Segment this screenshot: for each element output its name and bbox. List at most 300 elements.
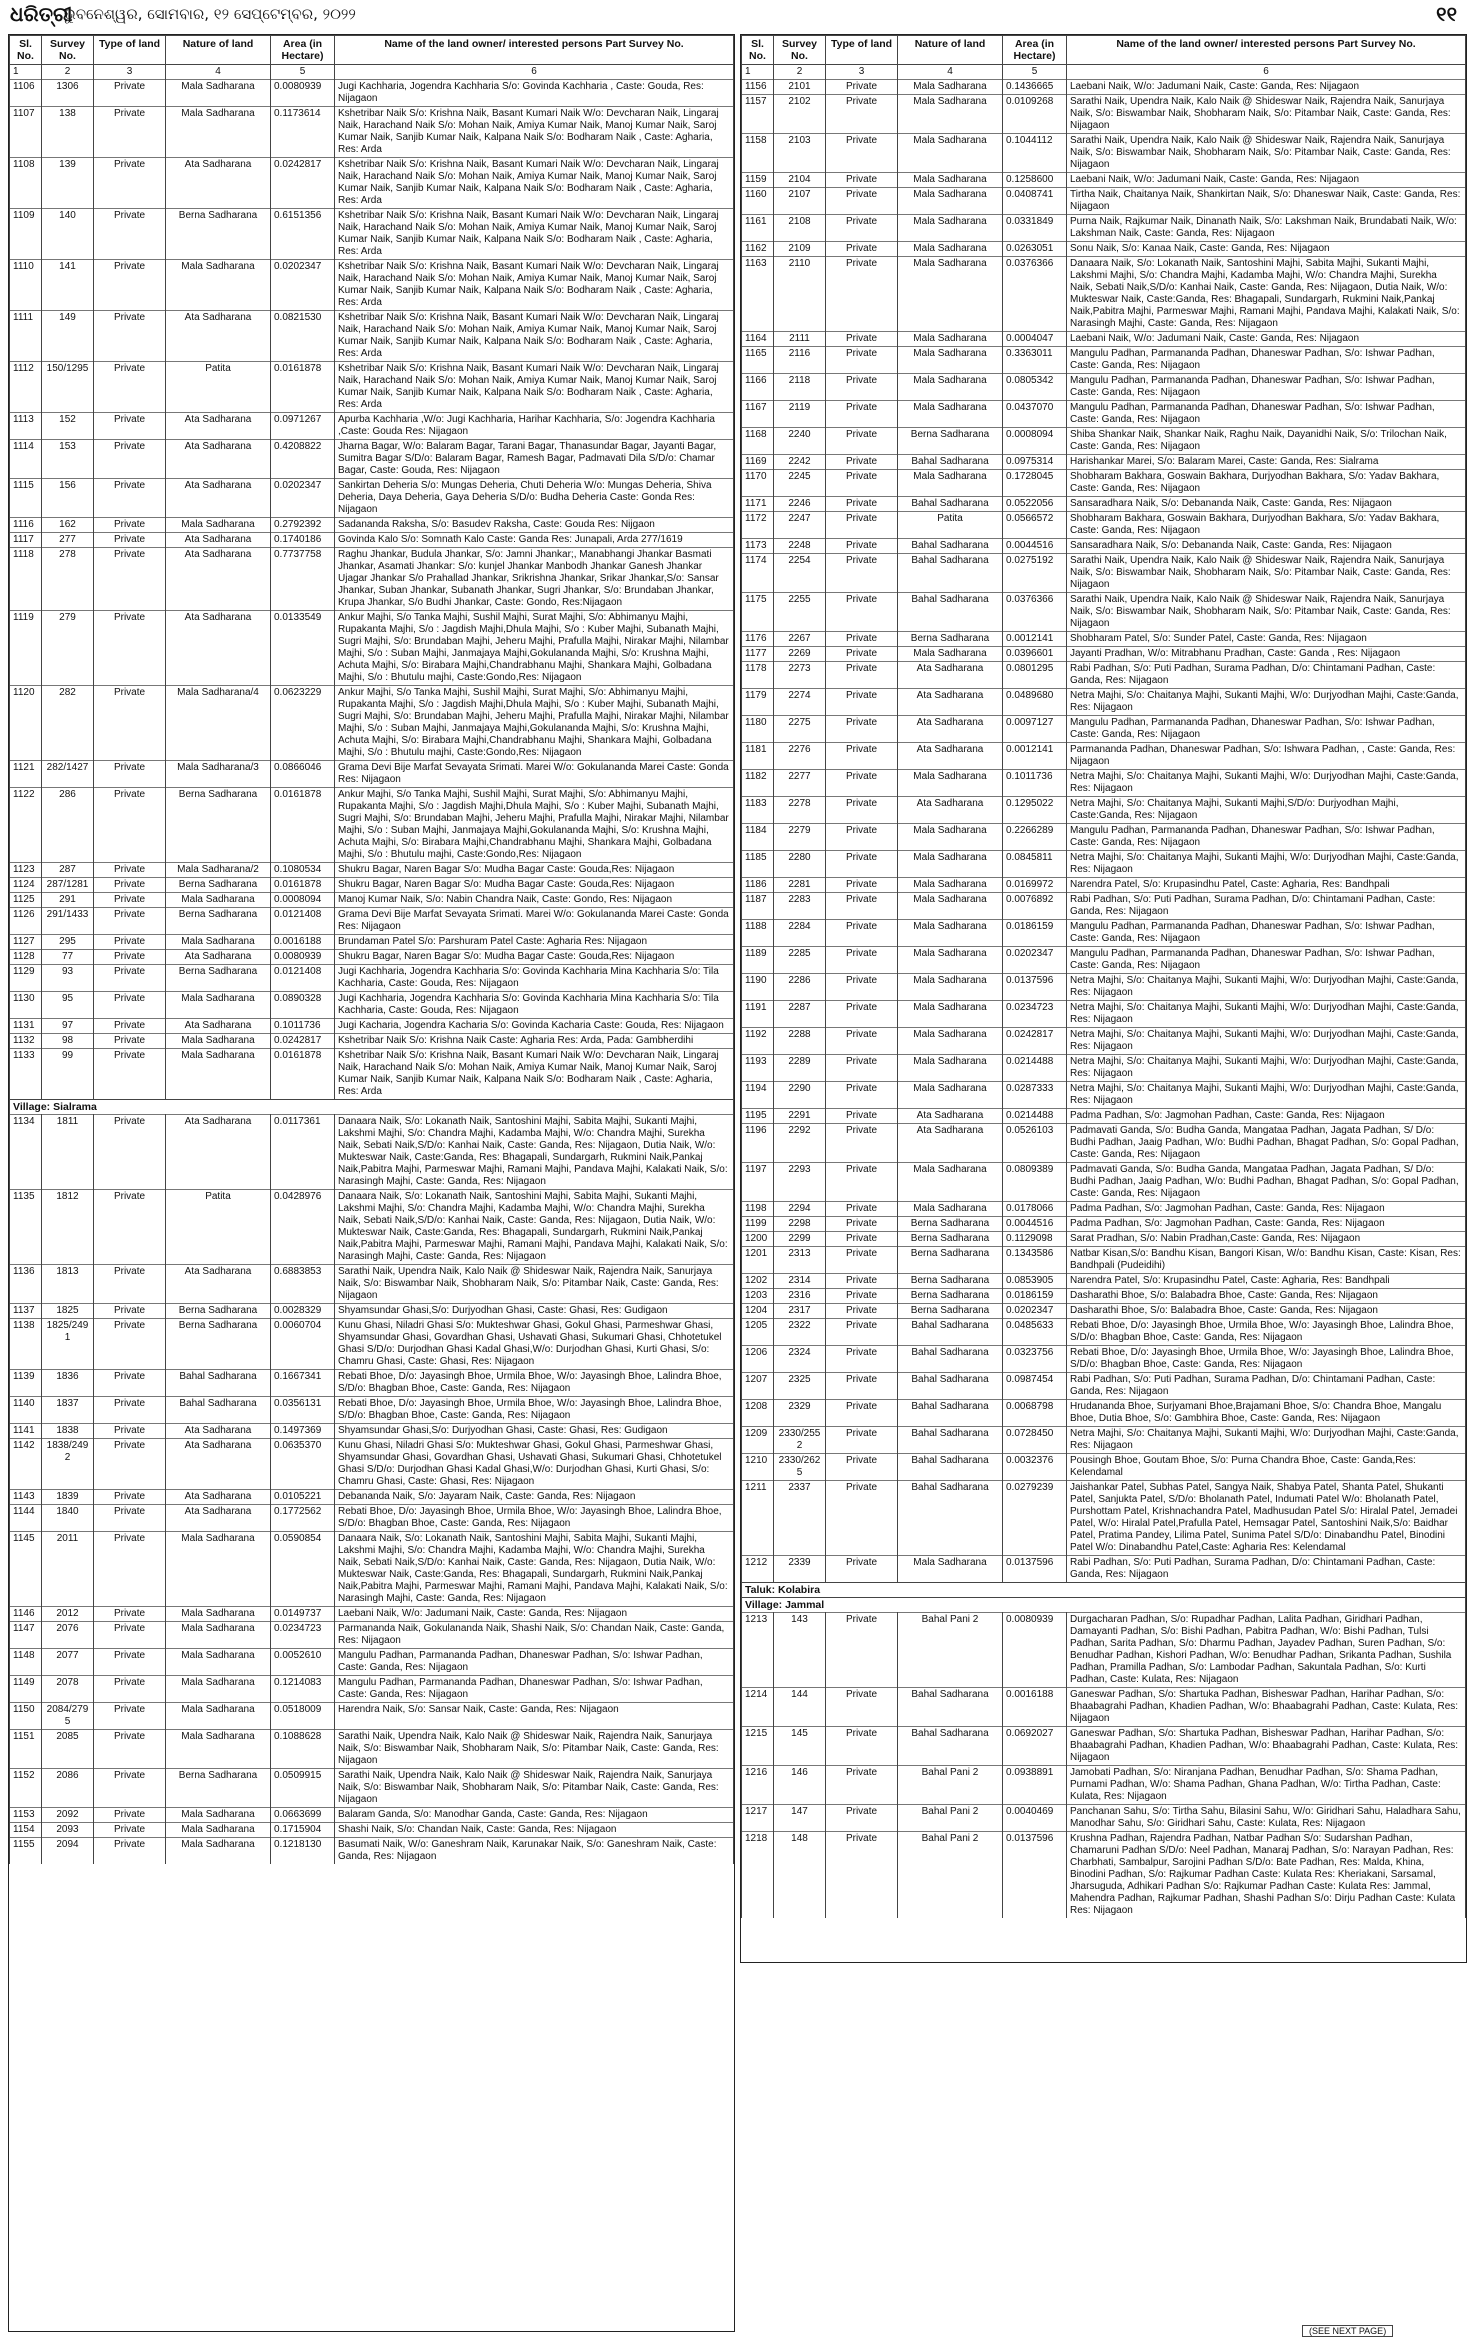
land-type-cell: Private — [94, 1019, 166, 1034]
col-header-sl: Sl. No. — [742, 36, 774, 65]
owner-names-cell: Raghu Jhankar, Budula Jhankar, S/o: Jamni Jhankar;, Manabhangi Jhankar Basmati Jhankar, Asamati Jhankar: S/o: kunjel Jhankar Manbodh Jhankar Ganesh Jhankar Ujagar Jhankar S/o Prahallad Jhankar, Srikrishna Jhankar, Srikar Jhankar,S/o: Sansar Jhankar, Suban Jhankar, Subanath Jhankar, Sugri Jhankar, S/o: Brundaban Jhankar, Krupa Jhankar, S/o Budhi Jhankar, Caste: Gondo, Res:Nijagaon — [335, 548, 734, 611]
survey-no-cell: 2092 — [42, 1808, 94, 1823]
table-row — [742, 920, 1466, 947]
area-cell: 0.0052610 — [271, 1649, 335, 1676]
col-header-survey: Survey No. — [774, 36, 826, 65]
sl-no-cell: 1157 — [742, 95, 774, 134]
sl-no-cell: 1181 — [742, 743, 774, 770]
table-row — [10, 80, 734, 107]
land-type-cell: Private — [94, 1424, 166, 1439]
owner-names-cell: Netra Majhi, S/o: Chaitanya Majhi, Sukanti Majhi,S/D/o: Durjyodhan Majhi, Caste:Ganda, Res: Nijagaon — [1067, 797, 1466, 824]
col-header-area: Area (in Hectare) — [1003, 36, 1067, 65]
sl-no-cell: 1215 — [742, 1727, 774, 1766]
left-column-table — [8, 34, 735, 2332]
table-row — [10, 158, 734, 209]
survey-no-cell: 2012 — [42, 1607, 94, 1622]
survey-no-cell: 2290 — [774, 1082, 826, 1109]
area-cell: 0.0004047 — [1003, 332, 1067, 347]
area-cell: 0.0275192 — [1003, 554, 1067, 593]
land-type-cell: Private — [826, 347, 898, 374]
land-nature-cell: Bahal Sadharana — [898, 1319, 1003, 1346]
table-row — [742, 1481, 1466, 1556]
area-cell: 0.0008094 — [1003, 428, 1067, 455]
survey-no-cell: 2254 — [774, 554, 826, 593]
area-cell: 0.0060704 — [271, 1319, 335, 1370]
survey-no-cell: 1836 — [42, 1370, 94, 1397]
survey-no-cell: 1838 — [42, 1424, 94, 1439]
table-row — [742, 1232, 1466, 1247]
land-nature-cell: Mala Sadharana — [166, 1607, 271, 1622]
owner-names-cell: Narendra Patel, S/o: Krupasindhu Patel, Caste: Agharia, Res: Bandhpali — [1067, 878, 1466, 893]
sl-no-cell: 1197 — [742, 1163, 774, 1202]
table-row — [10, 1703, 734, 1730]
table-row — [10, 992, 734, 1019]
owner-names-cell: Jugi Kachharia, Jogendra Kachharia S/o: Govinda Kachharia Mina Kachharia S/o: Tila Kachharia, Caste: Gouda, Res: Nijagaon — [335, 965, 734, 992]
land-nature-cell: Mala Sadharana — [898, 95, 1003, 134]
owner-names-cell: Shukru Bagar, Naren Bagar S/o: Mudha Bagar Caste: Gouda,Res: Nijagaon — [335, 950, 734, 965]
sl-no-cell: 1213 — [742, 1613, 774, 1688]
area-cell: 0.0080939 — [271, 80, 335, 107]
owner-names-cell: Shiba Shankar Naik, Shankar Naik, Raghu Naik, Dayanidhi Naik, S/o: Trilochan Naik, Caste: Ganda, Res: Nijagaon — [1067, 428, 1466, 455]
land-type-cell: Private — [826, 539, 898, 554]
land-type-cell: Private — [826, 824, 898, 851]
table-row — [742, 1346, 1466, 1373]
land-type-cell: Private — [826, 188, 898, 215]
owner-names-cell: Shyamsundar Ghasi,S/o: Durjyodhan Ghasi, Caste: Ghasi, Res: Gudigaon — [335, 1304, 734, 1319]
land-nature-cell: Mala Sadharana — [898, 215, 1003, 242]
area-cell: 0.0186159 — [1003, 920, 1067, 947]
table-row — [742, 689, 1466, 716]
owner-names-cell: Shobharam Patel, S/o: Sunder Patel, Caste: Ganda, Res: Nijagaon — [1067, 632, 1466, 647]
sl-no-cell: 1121 — [10, 761, 42, 788]
sl-no-cell: 1217 — [742, 1805, 774, 1832]
land-nature-cell: Berna Sadharana — [166, 908, 271, 935]
owner-names-cell: Jugi Kachharia, Jogendra Kachharia S/o: Govinda Kachharia Mina Kachharia S/o: Tila Kachharia, Caste: Gouda, Res: Nijagaon — [335, 992, 734, 1019]
sl-no-cell: 1128 — [10, 950, 42, 965]
land-nature-cell: Bahal Pani 2 — [898, 1766, 1003, 1805]
area-cell: 0.0287333 — [1003, 1082, 1067, 1109]
survey-no-cell: 2245 — [774, 470, 826, 497]
land-nature-cell: Bahal Sadharana — [898, 455, 1003, 470]
owner-names-cell: Mangulu Padhan, Parmananda Padhan, Dhaneswar Padhan, S/o: Ishwar Padhan, Caste: Ganda, Res: Nijagaon — [1067, 947, 1466, 974]
owner-names-cell: Danaara Naik, S/o: Lokanath Naik, Santoshini Majhi, Sabita Majhi, Sukanti Majhi, Lakshmi Majhi, S/o: Chandra Majhi, Kadamba Majhi, W/o: Chandra Majhi, Surekha Naik, Sebati Naik,S/D/o: Kanhai Naik, Caste: Ganda, Res: Nijagaon, Dutia Naik, W/o: Mukteswar Naik, Caste:Ganda, Res: Bhagapali, Sundargarh, Rukmini Naik,Pankaj Naik,Pabitra Majhi, Parmeswar Majhi, Ramani Majhi, Pandava Majhi, Kalakati Naik, S/o: Narasingh Majhi, Caste: Ganda, Res: Nijagaon — [1067, 257, 1466, 332]
sl-no-cell: 1174 — [742, 554, 774, 593]
land-nature-cell: Ata Sadharana — [166, 950, 271, 965]
owner-names-cell: Rebati Bhoe, D/o: Jayasingh Bhoe, Urmila Bhoe, W/o: Jayasingh Bhoe, Lalindra Bhoe, S/D/o: Bhagban Bhoe, Caste: Ganda, Res: Nijagaon — [335, 1505, 734, 1532]
area-cell: 0.1772562 — [271, 1505, 335, 1532]
owner-names-cell: Kshetribar Naik S/o: Krishna Naik, Basant Kumari Naik W/o: Devcharan Naik, Lingaraj Naik, Harachand Naik S/o: Mohan Naik, Amiya Kumar Naik, Manoj Kumar Naik, Saroj Kumar Naik, Sanjib Kumar Naik, Kalpana Naik S/o: Bodharam Naik , Caste: Agharia, Res: Arda — [335, 107, 734, 158]
sl-no-cell: 1177 — [742, 647, 774, 662]
land-type-cell: Private — [826, 242, 898, 257]
land-type-cell: Private — [826, 173, 898, 188]
sl-no-cell: 1106 — [10, 80, 42, 107]
survey-no-cell: 2108 — [774, 215, 826, 242]
survey-no-cell: 278 — [42, 548, 94, 611]
survey-no-cell: 1825 — [42, 1304, 94, 1319]
sl-no-cell: 1158 — [742, 134, 774, 173]
survey-no-cell: 99 — [42, 1049, 94, 1100]
land-nature-cell: Berna Sadharana — [898, 1274, 1003, 1289]
area-cell: 0.0008094 — [271, 893, 335, 908]
sl-no-cell: 1170 — [742, 470, 774, 497]
survey-no-cell: 2287 — [774, 1001, 826, 1028]
sl-no-cell: 1140 — [10, 1397, 42, 1424]
sl-no-cell: 1159 — [742, 173, 774, 188]
owner-names-cell: Ganeswar Padhan, S/o: Shartuka Padhan, Bisheswar Padhan, Harihar Padhan, S/o: Bhaabagrahi Padhan, Khadien Padhan, W/o: Bhaabagrahi Padhan, Caste: Kulata, Res: Nijagaon — [1067, 1688, 1466, 1727]
table-row — [10, 908, 734, 935]
sl-no-cell: 1120 — [10, 686, 42, 761]
survey-no-cell: 138 — [42, 107, 94, 158]
area-cell: 0.0012141 — [1003, 743, 1067, 770]
land-type-cell: Private — [826, 374, 898, 401]
sl-no-cell: 1186 — [742, 878, 774, 893]
land-type-cell: Private — [94, 362, 166, 413]
survey-no-cell: 2248 — [774, 539, 826, 554]
col-number: 2 — [774, 65, 826, 80]
sl-no-cell: 1199 — [742, 1217, 774, 1232]
survey-no-cell: 146 — [774, 1766, 826, 1805]
land-type-cell: Private — [94, 878, 166, 893]
sl-no-cell: 1205 — [742, 1319, 774, 1346]
table-row — [742, 1613, 1466, 1688]
area-cell: 0.0161878 — [271, 1049, 335, 1100]
col-header-sl: Sl. No. — [10, 36, 42, 65]
sl-no-cell: 1111 — [10, 311, 42, 362]
owner-names-cell: Sadananda Raksha, S/o: Basudev Raksha, Caste: Gouda Res: Nijgaon — [335, 518, 734, 533]
land-nature-cell: Mala Sadharana — [898, 647, 1003, 662]
land-nature-cell: Berna Sadharana — [166, 209, 271, 260]
table-row — [10, 893, 734, 908]
owner-names-cell: Netra Majhi, S/o: Chaitanya Majhi, Sukanti Majhi, W/o: Durjyodhan Majhi, Caste:Ganda, Res: Nijagaon — [1067, 1055, 1466, 1082]
land-type-cell: Private — [94, 1622, 166, 1649]
village-heading: Village: Sialrama — [10, 1100, 734, 1115]
sl-no-cell: 1165 — [742, 347, 774, 374]
owner-names-cell: Kshetribar Naik S/o: Krishna Naik, Basant Kumari Naik W/o: Devcharan Naik, Lingaraj Naik, Harachand Naik S/o: Mohan Naik, Amiya Kumar Naik, Manoj Kumar Naik, Saroj Kumar Naik, Sanjib Kumar Naik, Kalpana Naik S/o: Bodharam Naik , Caste: Agharia, Res: Arda — [335, 260, 734, 311]
area-cell: 0.0623229 — [271, 686, 335, 761]
sl-no-cell: 1127 — [10, 935, 42, 950]
area-cell: 0.0971267 — [271, 413, 335, 440]
area-cell: 0.0805342 — [1003, 374, 1067, 401]
sl-no-cell: 1139 — [10, 1370, 42, 1397]
area-cell: 0.0214488 — [1003, 1055, 1067, 1082]
owner-names-cell: Hrudananda Bhoe, Surjyamani Bhoe,Brajamani Bhoe, S/o: Chandra Bhoe, Mangalu Bhoe, Dutia Bhoe, S/o: Gambhira Bhoe, Caste: Ganda, Res: Nijagaon — [1067, 1400, 1466, 1427]
area-cell: 0.1740186 — [271, 533, 335, 548]
land-type-cell: Private — [826, 716, 898, 743]
table-row — [10, 413, 734, 440]
survey-no-cell: 2078 — [42, 1676, 94, 1703]
sl-no-cell: 1210 — [742, 1454, 774, 1481]
sl-no-cell: 1173 — [742, 539, 774, 554]
area-cell: 0.0263051 — [1003, 242, 1067, 257]
survey-no-cell: 2086 — [42, 1769, 94, 1808]
owner-names-cell: Padma Padhan, S/o: Jagmohan Padhan, Caste: Ganda, Res: Nijagaon — [1067, 1202, 1466, 1217]
owner-names-cell: Mangulu Padhan, Parmananda Padhan, Dhaneswar Padhan, S/o: Ishwar Padhan, Caste: Ganda, Res: Nijagaon — [335, 1649, 734, 1676]
sl-no-cell: 1153 — [10, 1808, 42, 1823]
survey-no-cell: 2275 — [774, 716, 826, 743]
owner-names-cell: Kshetribar Naik S/o: Krishna Naik Caste: Agharia Res: Arda, Pada: Gambherdihi — [335, 1034, 734, 1049]
area-cell: 0.0234723 — [271, 1622, 335, 1649]
land-nature-cell: Ata Sadharana — [166, 1019, 271, 1034]
survey-no-cell: 2274 — [774, 689, 826, 716]
owner-names-cell: Rabi Padhan, S/o: Puti Padhan, Surama Padhan, D/o: Chintamani Padhan, Caste: Ganda, Res: Nijagaon — [1067, 1373, 1466, 1400]
land-type-cell: Private — [826, 512, 898, 539]
table-row — [10, 209, 734, 260]
survey-no-cell: 295 — [42, 935, 94, 950]
owner-names-cell: Sarathi Naik, Upendra Naik, Kalo Naik @ Shideswar Naik, Rajendra Naik, Sanurjaya Naik, S/o: Biswambar Naik, Shobharam Naik, S/o: Pitambar Naik, Caste: Ganda, Res: Nijagaon — [335, 1730, 734, 1769]
land-nature-cell: Bahal Sadharana — [898, 1688, 1003, 1727]
land-nature-cell: Mala Sadharana — [898, 851, 1003, 878]
area-cell: 0.1667341 — [271, 1370, 335, 1397]
area-cell: 0.0040469 — [1003, 1805, 1067, 1832]
village-heading-row — [742, 1583, 1466, 1598]
owner-names-cell: Rebati Bhoe, D/o: Jayasingh Bhoe, Urmila Bhoe, W/o: Jayasingh Bhoe, Lalindra Bhoe, S/D/o: Bhagban Bhoe, Caste: Ganda, Res: Nijagaon — [1067, 1319, 1466, 1346]
owner-names-cell: Mangulu Padhan, Parmananda Padhan, Dhaneswar Padhan, S/o: Ishwar Padhan, Caste: Ganda, Res: Nijagaon — [1067, 347, 1466, 374]
table-row — [10, 788, 734, 863]
land-type-cell: Private — [826, 1289, 898, 1304]
land-nature-cell: Mala Sadharana — [898, 173, 1003, 188]
land-type-cell: Private — [826, 1055, 898, 1082]
land-type-cell: Private — [826, 893, 898, 920]
land-type-cell: Private — [826, 1556, 898, 1583]
table-row — [742, 824, 1466, 851]
area-cell: 0.1011736 — [1003, 770, 1067, 797]
area-cell: 0.0117361 — [271, 1115, 335, 1190]
land-type-cell: Private — [94, 80, 166, 107]
land-nature-cell: Bahal Sadharana — [898, 593, 1003, 632]
area-cell: 0.2792392 — [271, 518, 335, 533]
table-row — [742, 347, 1466, 374]
owner-names-cell: Sarathi Naik, Upendra Naik, Kalo Naik @ Shideswar Naik, Rajendra Naik, Sanurjaya Naik, S/o: Biswambar Naik, Shobharam Naik, S/o: Pitambar Naik, Caste: Ganda, Res: Nijagaon — [1067, 95, 1466, 134]
sl-no-cell: 1146 — [10, 1607, 42, 1622]
owner-names-cell: Shukru Bagar, Naren Bagar S/o: Mudha Bagar Caste: Gouda,Res: Nijagaon — [335, 863, 734, 878]
survey-no-cell: 2317 — [774, 1304, 826, 1319]
land-nature-cell: Mala Sadharana — [898, 1082, 1003, 1109]
land-type-cell: Private — [94, 479, 166, 518]
table-row — [10, 686, 734, 761]
sl-no-cell: 1163 — [742, 257, 774, 332]
table-row — [10, 440, 734, 479]
survey-no-cell: 141 — [42, 260, 94, 311]
sl-no-cell: 1124 — [10, 878, 42, 893]
land-type-cell: Private — [826, 95, 898, 134]
survey-no-cell: 2329 — [774, 1400, 826, 1427]
col-header-type: Type of land — [94, 36, 166, 65]
table-row — [10, 1049, 734, 1100]
land-nature-cell: Ata Sadharana — [166, 158, 271, 209]
table-row — [10, 1019, 734, 1034]
land-type-cell: Private — [826, 1304, 898, 1319]
land-nature-cell: Mala Sadharana — [166, 107, 271, 158]
survey-no-cell: 1825/2491 — [42, 1319, 94, 1370]
area-cell: 0.1173614 — [271, 107, 335, 158]
sl-no-cell: 1113 — [10, 413, 42, 440]
sl-no-cell: 1188 — [742, 920, 774, 947]
sl-no-cell: 1132 — [10, 1034, 42, 1049]
table-row — [10, 761, 734, 788]
sl-no-cell: 1138 — [10, 1319, 42, 1370]
land-nature-cell: Mala Sadharana — [166, 1049, 271, 1100]
land-nature-cell: Mala Sadharana — [898, 332, 1003, 347]
table-row — [10, 311, 734, 362]
owner-names-cell: Pousingh Bhoe, Goutam Bhoe, S/o: Purna Chandra Bhoe, Caste: Ganda,Res: Kelendamal — [1067, 1454, 1466, 1481]
land-nature-cell: Mala Sadharana — [898, 347, 1003, 374]
owner-names-cell: Ankur Majhi, S/o Tanka Majhi, Sushil Majhi, Surat Majhi, S/o: Abhimanyu Majhi, Rupakanta Majhi, S/o : Jagdish Majhi,Dhula Majhi, S/o : Kuber Majhi, Subanath Majhi, Sugri Majhi, S/o: Brundaban Majhi, Jeheru Majhi, Prafulla Majhi, Nirakar Majhi, Nilambar Majhi, S/o : Suban Majhi, Janmajaya Majhi,Gokulananda Majhi, S/o: Krushna Majhi, Achuta Majhi, S/o: Birabara Majhi,Chandrabhanu Majhi, Shankara Majhi, Golbadana Majhi, S/o : Bhutulu majhi, Caste:Gondo,Res: Nijagaon — [335, 686, 734, 761]
land-nature-cell: Ata Sadharana — [166, 1424, 271, 1439]
table-row — [10, 878, 734, 893]
land-type-cell: Private — [94, 1505, 166, 1532]
survey-no-cell: 2284 — [774, 920, 826, 947]
table-row — [10, 1190, 734, 1265]
area-cell: 0.0161878 — [271, 362, 335, 413]
land-nature-cell: Berna Sadharana — [166, 965, 271, 992]
col-number: 5 — [1003, 65, 1067, 80]
survey-no-cell: 1812 — [42, 1190, 94, 1265]
area-cell: 0.0242817 — [271, 1034, 335, 1049]
land-type-cell: Private — [826, 689, 898, 716]
sl-no-cell: 1212 — [742, 1556, 774, 1583]
land-type-cell: Private — [826, 1274, 898, 1289]
sl-no-cell: 1207 — [742, 1373, 774, 1400]
survey-no-cell: 2277 — [774, 770, 826, 797]
owner-names-cell: Padma Padhan, S/o: Jagmohan Padhan, Caste: Ganda, Res: Nijagaon — [1067, 1217, 1466, 1232]
area-cell: 0.0080939 — [1003, 1613, 1067, 1688]
survey-no-cell: 2011 — [42, 1532, 94, 1607]
column-number-row — [10, 65, 734, 80]
land-type-cell: Private — [94, 863, 166, 878]
survey-no-cell: 2280 — [774, 851, 826, 878]
owner-names-cell: Rebati Bhoe, D/o: Jayasingh Bhoe, Urmila Bhoe, W/o: Jayasingh Bhoe, Lalindra Bhoe, S/D/o: Bhagban Bhoe, Caste: Ganda, Res: Nijagaon — [335, 1370, 734, 1397]
sl-no-cell: 1206 — [742, 1346, 774, 1373]
survey-no-cell: 2076 — [42, 1622, 94, 1649]
sl-no-cell: 1122 — [10, 788, 42, 863]
area-cell: 0.1214083 — [271, 1676, 335, 1703]
owner-names-cell: Kunu Ghasi, Niladri Ghasi S/o: Mukteshwar Ghasi, Gokul Ghasi, Parmeshwar Ghasi, Shyamsundar Ghasi, Govardhan Ghasi, Ushavati Ghasi, Sukumari Ghasi, Chhotetukel Ghasi S/D/o: Durjodhan Ghasi Kadal Ghasi,W/o: Durjodhan Ghasi, Kurti Ghasi, S/o: Chamru Ghasi, Caste: Ghasi, Res: Nijagaon — [335, 1319, 734, 1370]
sl-no-cell: 1108 — [10, 158, 42, 209]
land-type-cell: Private — [826, 1202, 898, 1217]
survey-no-cell: 2247 — [774, 512, 826, 539]
area-cell: 0.1080534 — [271, 863, 335, 878]
owner-names-cell: Sonu Naik, S/o: Kanaa Naik, Caste: Ganda, Res: Nijagaon — [1067, 242, 1466, 257]
land-nature-cell: Mala Sadharana — [898, 401, 1003, 428]
land-nature-cell: Mala Sadharana/3 — [166, 761, 271, 788]
land-type-cell: Private — [94, 1703, 166, 1730]
land-nature-cell: Mala Sadharana — [898, 824, 1003, 851]
sl-no-cell: 1175 — [742, 593, 774, 632]
survey-no-cell: 2118 — [774, 374, 826, 401]
land-nature-cell: Berna Sadharana — [166, 1304, 271, 1319]
table-row — [742, 974, 1466, 1001]
land-nature-cell: Berna Sadharana — [166, 878, 271, 893]
table-row — [742, 1319, 1466, 1346]
owner-names-cell: Netra Majhi, S/o: Chaitanya Majhi, Sukanti Majhi, W/o: Durjyodhan Majhi, Caste:Ganda, Res: Nijagaon — [1067, 770, 1466, 797]
area-cell: 0.1343586 — [1003, 1247, 1067, 1274]
land-nature-cell: Mala Sadharana/4 — [166, 686, 271, 761]
table-row — [742, 455, 1466, 470]
table-row — [742, 1028, 1466, 1055]
area-cell: 0.1044112 — [1003, 134, 1067, 173]
land-type-cell: Private — [94, 1676, 166, 1703]
table-row — [10, 863, 734, 878]
land-type-cell: Private — [826, 1688, 898, 1727]
owner-names-cell: Jharna Bagar, W/o: Balaram Bagar, Tarani Bagar, Thanasundar Bagar, Jayanti Bagar, Sumitra Bagar S/D/o: Balaram Bagar, Ramesh Bagar, Padmavati Dila S/D/o: Chamar Bagar, Caste: Gouda, Res: Nijagaon — [335, 440, 734, 479]
owner-names-cell: Kshetribar Naik S/o: Krishna Naik, Basant Kumari Naik W/o: Devcharan Naik, Lingaraj Naik, Harachand Naik S/o: Mohan Naik, Amiya Kumar Naik, Manoj Kumar Naik, Saroj Kumar Naik, Sanjib Kumar Naik, Kalpana Naik S/o: Bodharam Naik , Caste: Agharia, Res: Arda — [335, 209, 734, 260]
survey-no-cell: 2281 — [774, 878, 826, 893]
land-nature-cell: Bahal Sadharana — [898, 539, 1003, 554]
land-type-cell: Private — [826, 1028, 898, 1055]
area-cell: 0.6883853 — [271, 1265, 335, 1304]
owner-names-cell: Netra Majhi, S/o: Chaitanya Majhi, Sukanti Majhi, W/o: Durjyodhan Majhi, Caste:Ganda, Res: Nijagaon — [1067, 1427, 1466, 1454]
owner-names-cell: Purna Naik, Rajkumar Naik, Dinanath Naik, S/o: Lakshman Naik, Brundabati Naik, W/o: Lakshman Naik, Caste: Ganda, Res: Nijagaon — [1067, 215, 1466, 242]
sl-no-cell: 1194 — [742, 1082, 774, 1109]
owner-names-cell: Natbar Kisan,S/o: Bandhu Kisan, Bangori Kisan, W/o: Bandhu Kisan, Caste: Kisan, Res: Bandhpali (Pudeidihi) — [1067, 1247, 1466, 1274]
col-number: 6 — [1067, 65, 1466, 80]
table-row — [10, 1622, 734, 1649]
sl-no-cell: 1167 — [742, 401, 774, 428]
sl-no-cell: 1200 — [742, 1232, 774, 1247]
survey-no-cell: 2276 — [774, 743, 826, 770]
table-row — [742, 428, 1466, 455]
area-cell: 0.0076892 — [1003, 893, 1067, 920]
survey-no-cell: 1837 — [42, 1397, 94, 1424]
table-row — [742, 1202, 1466, 1217]
table-row — [10, 1730, 734, 1769]
survey-no-cell: 286 — [42, 788, 94, 863]
table-row — [742, 1766, 1466, 1805]
land-nature-cell: Bahal Sadharana — [898, 1373, 1003, 1400]
land-type-cell: Private — [94, 518, 166, 533]
land-type-cell: Private — [94, 1439, 166, 1490]
area-cell: 0.0214488 — [1003, 1109, 1067, 1124]
area-cell: 0.0149737 — [271, 1607, 335, 1622]
area-cell: 0.0376366 — [1003, 257, 1067, 332]
land-type-cell: Private — [826, 1481, 898, 1556]
owner-names-cell: Rabi Padhan, S/o: Puti Padhan, Surama Padhan, D/o: Chintamani Padhan, Caste: Ganda, Res: Nijagaon — [1067, 662, 1466, 689]
land-type-cell: Private — [826, 1727, 898, 1766]
col-number: 4 — [166, 65, 271, 80]
land-type-cell: Private — [826, 920, 898, 947]
owner-names-cell: Sarathi Naik, Upendra Naik, Kalo Naik @ Shideswar Naik, Rajendra Naik, Sanurjaya Naik, S/o: Biswambar Naik, Shobharam Naik, S/o: Pitambar Naik, Caste: Ganda, Res: Nijagaon — [335, 1265, 734, 1304]
col-header-nature: Nature of land — [898, 36, 1003, 65]
table-row — [742, 1832, 1466, 1919]
survey-no-cell: 2285 — [774, 947, 826, 974]
land-type-cell: Private — [94, 1397, 166, 1424]
table-row — [10, 1370, 734, 1397]
table-row — [742, 374, 1466, 401]
area-cell: 0.0728450 — [1003, 1427, 1067, 1454]
area-cell: 0.0097127 — [1003, 716, 1067, 743]
owner-names-cell: Tirtha Naik, Chaitanya Naik, Shankirtan Naik, S/o: Dhaneswar Naik, Caste: Ganda, Res: Nijagaon — [1067, 188, 1466, 215]
land-nature-cell: Mala Sadharana — [898, 257, 1003, 332]
owner-names-cell: Ganeswar Padhan, S/o: Shartuka Padhan, Bisheswar Padhan, Harihar Padhan, S/o: Bhaabagrahi Padhan, Khadien Padhan, W/o: Bhaabagrahi Padhan, Caste: Kulata, Res: Nijagaon — [1067, 1727, 1466, 1766]
survey-no-cell: 2269 — [774, 647, 826, 662]
table-row — [742, 1247, 1466, 1274]
land-type-cell: Private — [94, 1115, 166, 1190]
area-cell: 0.0012141 — [1003, 632, 1067, 647]
survey-no-cell: 2313 — [774, 1247, 826, 1274]
area-cell: 0.0161878 — [271, 788, 335, 863]
survey-no-cell: 2314 — [774, 1274, 826, 1289]
survey-no-cell: 1811 — [42, 1115, 94, 1190]
area-cell: 0.0044516 — [1003, 1217, 1067, 1232]
owner-names-cell: Ankur Majhi, S/o Tanka Majhi, Sushil Majhi, Surat Majhi, S/o: Abhimanyu Majhi, Rupakanta Majhi, S/o : Jagdish Majhi,Dhula Majhi, S/o : Kuber Majhi, Subanath Majhi, Sugri Majhi, S/o: Brundaban Majhi, Jeheru Majhi, Prafulla Majhi, Nirakar Majhi, Nilambar Majhi, S/o : Suban Majhi, Janmajaya Majhi,Gokulananda Majhi, S/o: Krushna Majhi, Achuta Majhi, S/o: Birabara Majhi,Chandrabhanu Majhi, Shankara Majhi, Golbadana Majhi, S/o : Bhutulu majhi, Caste:Gondo,Res: Nijagaon — [335, 788, 734, 863]
owner-names-cell: Rabi Padhan, S/o: Puti Padhan, Surama Padhan, D/o: Chintamani Padhan, Caste: Ganda, Res: Nijagaon — [1067, 1556, 1466, 1583]
page-number: ୧୧ — [1436, 2, 1457, 26]
area-cell: 0.0121408 — [271, 965, 335, 992]
land-nature-cell: Berna Sadharana — [898, 1304, 1003, 1319]
sl-no-cell: 1150 — [10, 1703, 42, 1730]
land-type-cell: Private — [826, 554, 898, 593]
owner-names-cell: Sarathi Naik, Upendra Naik, Kalo Naik @ Shideswar Naik, Rajendra Naik, Sanurjaya Naik, S/o: Biswambar Naik, Shobharam Naik, S/o: Pitambar Naik, Caste: Ganda, Res: Nijagaon — [1067, 554, 1466, 593]
